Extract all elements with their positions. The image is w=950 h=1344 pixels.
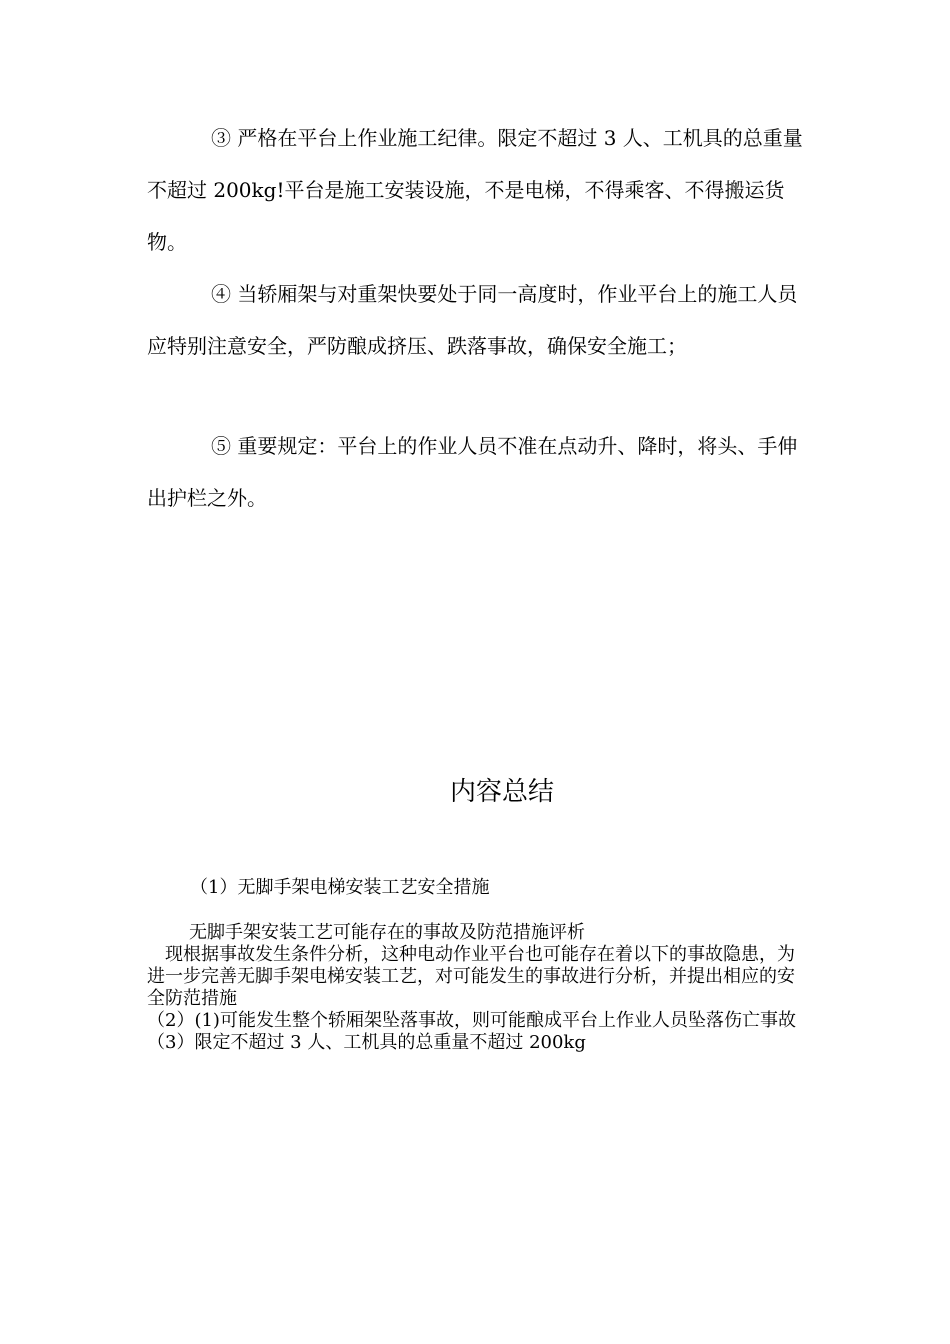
summary-line-heading: 无脚手架安装工艺可能存在的事故及防范措施评析 — [189, 922, 585, 943]
summary-line-item-3: （3）限定不超过 3 人、工机具的总重量不超过 200kg — [147, 1032, 586, 1053]
summary-block — [147, 922, 807, 1054]
summary-line-item-2: （2）(1)可能发生整个轿厢架坠落事故，则可能酿成平台上作业人员坠落伤亡事故 — [147, 1010, 796, 1031]
paragraph-item-5: ⑤ 重要规定：平台上的作业人员不准在点动升、降时，将头、手伸出护栏之外。 — [147, 434, 798, 510]
summary-subtitle: （1）无脚手架电梯安装工艺安全措施 — [190, 877, 490, 898]
summary-title: 内容总结 — [449, 777, 554, 807]
paragraph-item-4: ④ 当轿厢架与对重架快要处于同一高度时，作业平台上的施工人员应特别注意安全，严防酿成挤压、跌落事故，确保安全施工； — [147, 282, 798, 358]
paragraph-item-3: ③ 严格在平台上作业施工纪律。限定不超过 3 人、工机具的总重量不超过 200kg!平台是施工安装设施，不是电梯，不得乘客、不得搬运货物。 — [147, 126, 803, 254]
summary-line-analysis: 现根据事故发生条件分析，这种电动作业平台也可能存在着以下的事故隐患，为进一步完善无脚手架电梯安装工艺，对可能发生的事故进行分析，并提出相应的安全防范措施 — [147, 944, 795, 1009]
